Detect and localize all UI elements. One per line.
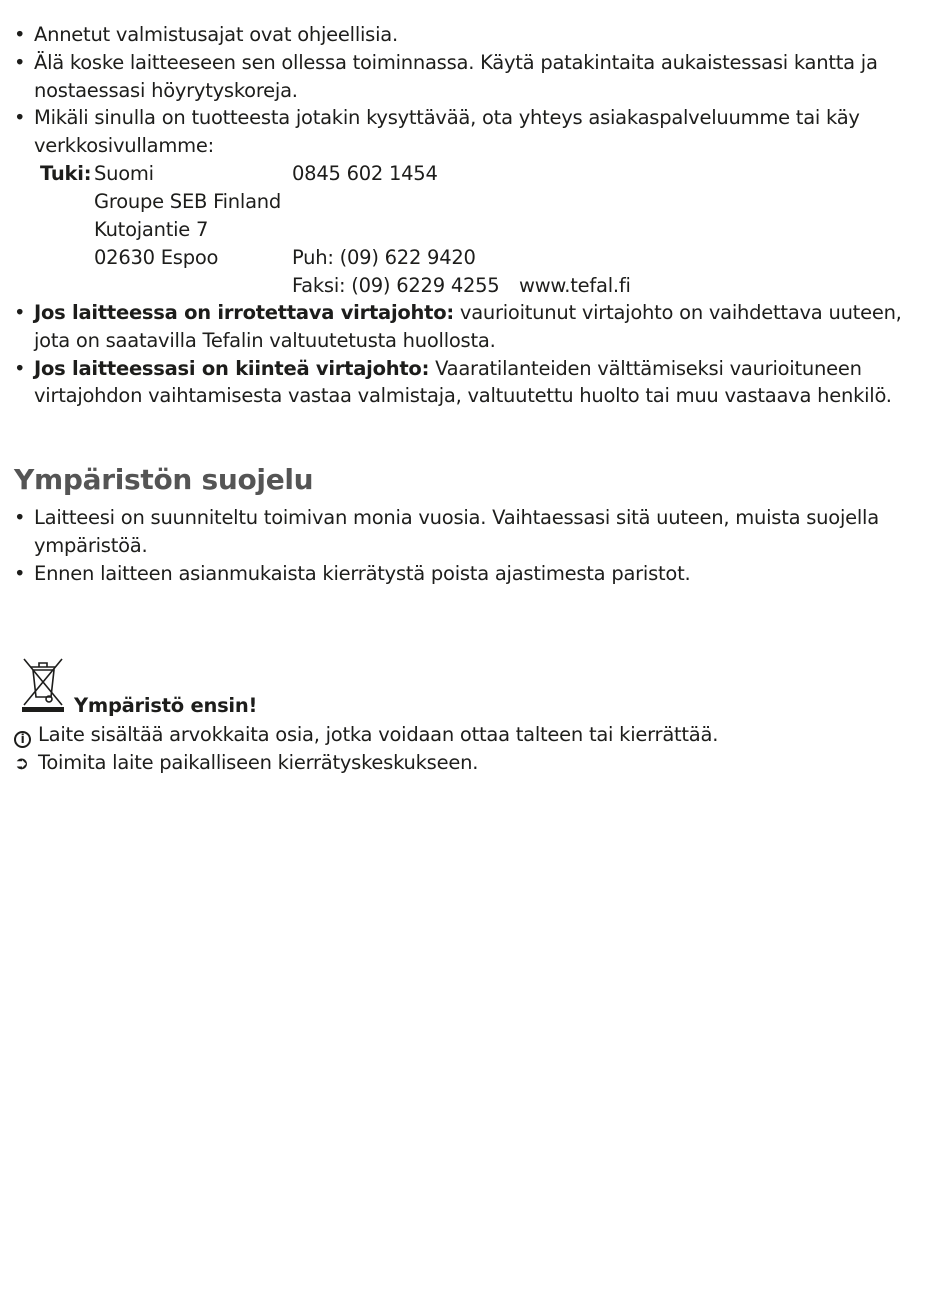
support-phone: Puh: (09) 622 9420 bbox=[292, 245, 476, 269]
support-company: Groupe SEB Finland bbox=[94, 189, 282, 213]
support-phone-main: 0845 602 1454 bbox=[292, 161, 438, 185]
environment-list bbox=[14, 504, 914, 587]
crossed-out-wheelie-bin-icon bbox=[20, 657, 66, 713]
eco-title: Ympäristö ensin! bbox=[74, 694, 258, 717]
arrow-right-icon: ➲ bbox=[14, 753, 29, 774]
list-item: • Laitteesi on suunniteltu toimivan monia vuosia. Vaihtaessasi sitä uuteen, muista suojella ympäristöä. bbox=[14, 504, 914, 560]
list-item: • Jos laitteessa on irrotettava virtajohto: vaurioitunut virtajohto on vaihdettava uuteen, jota on saatavilla Tefalin valtuutetusta huollosta. bbox=[14, 299, 914, 355]
support-contact-block bbox=[34, 160, 914, 299]
info-icon: i bbox=[14, 731, 31, 748]
list-item: • Jos laitteessasi on kiinteä virtajohto: Vaaratilanteiden välttämiseksi vaurioituneen virtajohdon vaihtamisesta vastaa valmistaja, valtuutettu huolto tai muu vastaava henkilö. bbox=[14, 355, 914, 411]
list-item: • Ennen laitteen asianmukaista kierrätystä poista ajastimesta paristot. bbox=[14, 560, 914, 588]
support-label: Tuki: bbox=[40, 161, 92, 185]
support-website: www.tefal.fi bbox=[519, 273, 631, 297]
action-line: ➲ Toimita laite paikalliseen kierrätyskeskukseen. bbox=[14, 749, 478, 778]
support-country: Suomi bbox=[94, 161, 154, 185]
list-item: • Mikäli sinulla on tuotteesta jotakin kysyttävää, ota yhteys asiakaspalveluumme tai käy verkkosivullamme: Tuki: Suomi 0845 602 1454 Groupe SEB Finland Kutojantie 7 02630 Espoo Puh: (09) 622 9420 Faksi: (09) 6229 4255 www.tefal.fi bbox=[14, 104, 914, 299]
list-item: • Annetut valmistusajat ovat ohjeellisia. bbox=[14, 21, 914, 49]
support-postal: 02630 Espoo bbox=[94, 245, 219, 269]
support-street: Kutojantie 7 bbox=[94, 217, 209, 241]
list-item: • Älä koske laitteeseen sen ollessa toiminnassa. Käytä patakintaita aukaistessasi kantta ja nostaessasi höyrytyskoreja. bbox=[14, 49, 914, 105]
section-heading-environment: Ympäristön suojelu bbox=[14, 463, 314, 496]
info-line: i Laite sisältää arvokkaita osia, jotka voidaan ottaa talteen tai kierrättää. bbox=[14, 721, 718, 749]
support-fax: Faksi: (09) 6229 4255 bbox=[292, 273, 500, 297]
usage-notes-list bbox=[14, 21, 914, 410]
